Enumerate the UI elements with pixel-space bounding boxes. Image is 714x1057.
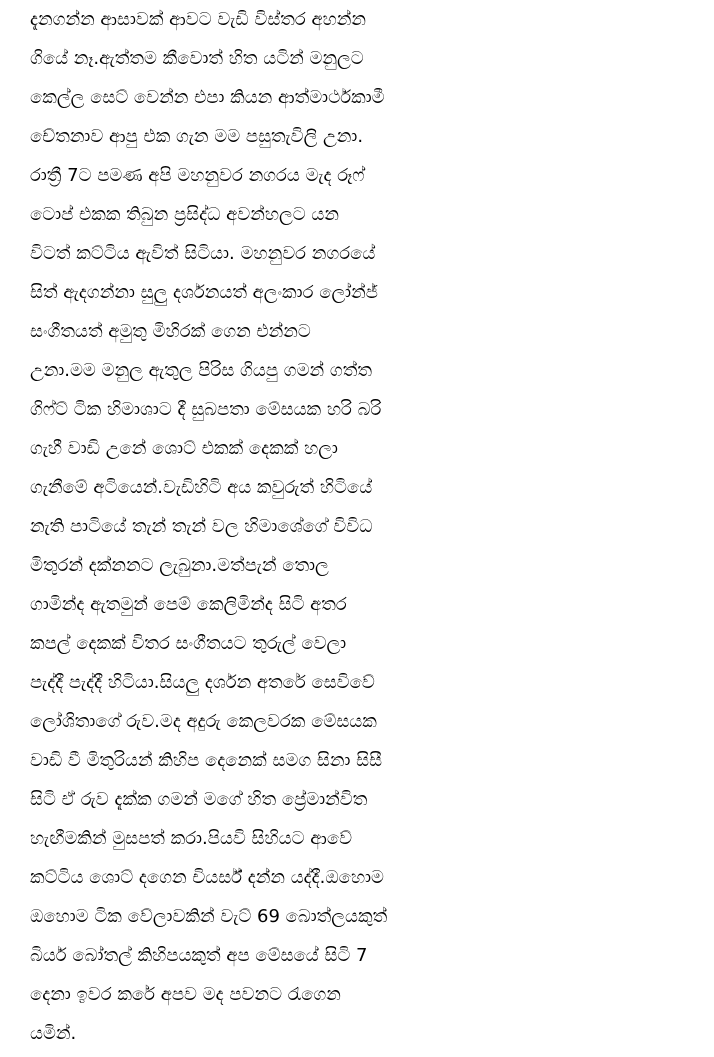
text-line: කෙල්ල සෙට් වෙන්න එපා කියන ආත්මාර්ථකාමී	[30, 87, 385, 108]
text-line: සංගීතයත් අමුතු මිහිරක් ගෙන එන්නට	[30, 321, 311, 342]
story-text	[30, 0, 710, 1053]
text-line: විටත් කට්ටිය ඇවිත් සිටියා. මහනුවර නගරයේ	[30, 243, 376, 264]
text-line: දෙනා ඉවර කරේ අපව මද පවනට රැගෙන	[30, 984, 341, 1005]
text-line: මිතුරන් දක්නනට ලැබුනා.මත්පැන් තොල	[30, 555, 329, 576]
text-line: යමින්.	[30, 1023, 77, 1044]
text-line: ගැහී වාඩි උනේ ශොට් එකක් දෙකක් හලා	[30, 438, 338, 459]
text-line: හැඟීමකින් මුසපත් කරා.පියවි සිහියට ආවේ	[30, 828, 353, 849]
text-line: ගාමින්ද ඇතමුන් පෙම් කෙලිමින්ද සිටි අතර	[30, 594, 347, 615]
text-line: ටොප් එකක තිබුන ප්‍රසිද්ධ අවන්හලට යන	[30, 204, 339, 225]
text-line: උනා.මම මනුල ඇතුල පිරිස ගියපු ගමන් ගත්ත	[30, 360, 372, 381]
text-line: සිටි ඒ රුව දැක්ක ගමන් මගේ හිත ප්‍රේමාන්විත	[30, 789, 368, 810]
text-line: ගැනීමේ අටියෙන්.වැඩිහිටි අය කවුරුත් හිටියේ	[30, 477, 373, 498]
text-line: දැනගන්න ආසාවක් ආවට වැඩි විස්තර අහන්න	[30, 9, 366, 30]
text-line: නැති පාටියේ තැන් තැන් වල හිමාශේගේ විවිධ	[30, 516, 373, 537]
text-line: කට්ටිය ශොට් දගෙන චියර්ස් දන්න යද්දී.ඔහොම	[30, 867, 384, 888]
text-line: රාත්‍රී 7ට පමණ අපි මහනුවර නගරය මැද රූෆ්	[30, 165, 365, 186]
text-line: ගිෆ්ට් ටික හිමාශාට දී සුබපතා මේසයක හරි බරි	[30, 399, 382, 420]
text-line: ඔහොම ටික වේලාවකින් වැට් 69 බොත්ලයකුත්	[30, 906, 388, 927]
text-line: වාඩි වී මිතුරියන් කිහිප දෙනෙක් සමග සිනා සිසී	[30, 750, 383, 771]
text-line: කපල් දෙකක් විතර සංගීතයට තුරුල් වෙලා	[30, 633, 347, 654]
text-line: ගියේ නෑ.ඇත්තම කීවොත් හිත යටින් මනුලට	[30, 48, 364, 69]
text-line: චේතනාව ආපු එක ගැන මම පසුතැවිලි උනා.	[30, 126, 364, 147]
text-line: බියර් බෝතල් කිහිපයකුත් අප මේසයේ සිටි 7	[30, 945, 368, 966]
text-line: සිත් ඇදගන්නා සුලු දර්ශනයත් අලංකාර ලෝන්ජ්	[30, 282, 378, 303]
text-line: ලෝශිතාගේ රුව.මද අදුරු කෙලවරක මේසයක	[30, 711, 377, 732]
text-line: පැද්දී පැද්දී හිටියා.සියලු දර්ශන අතරේ සෙවිවේ	[30, 672, 375, 693]
